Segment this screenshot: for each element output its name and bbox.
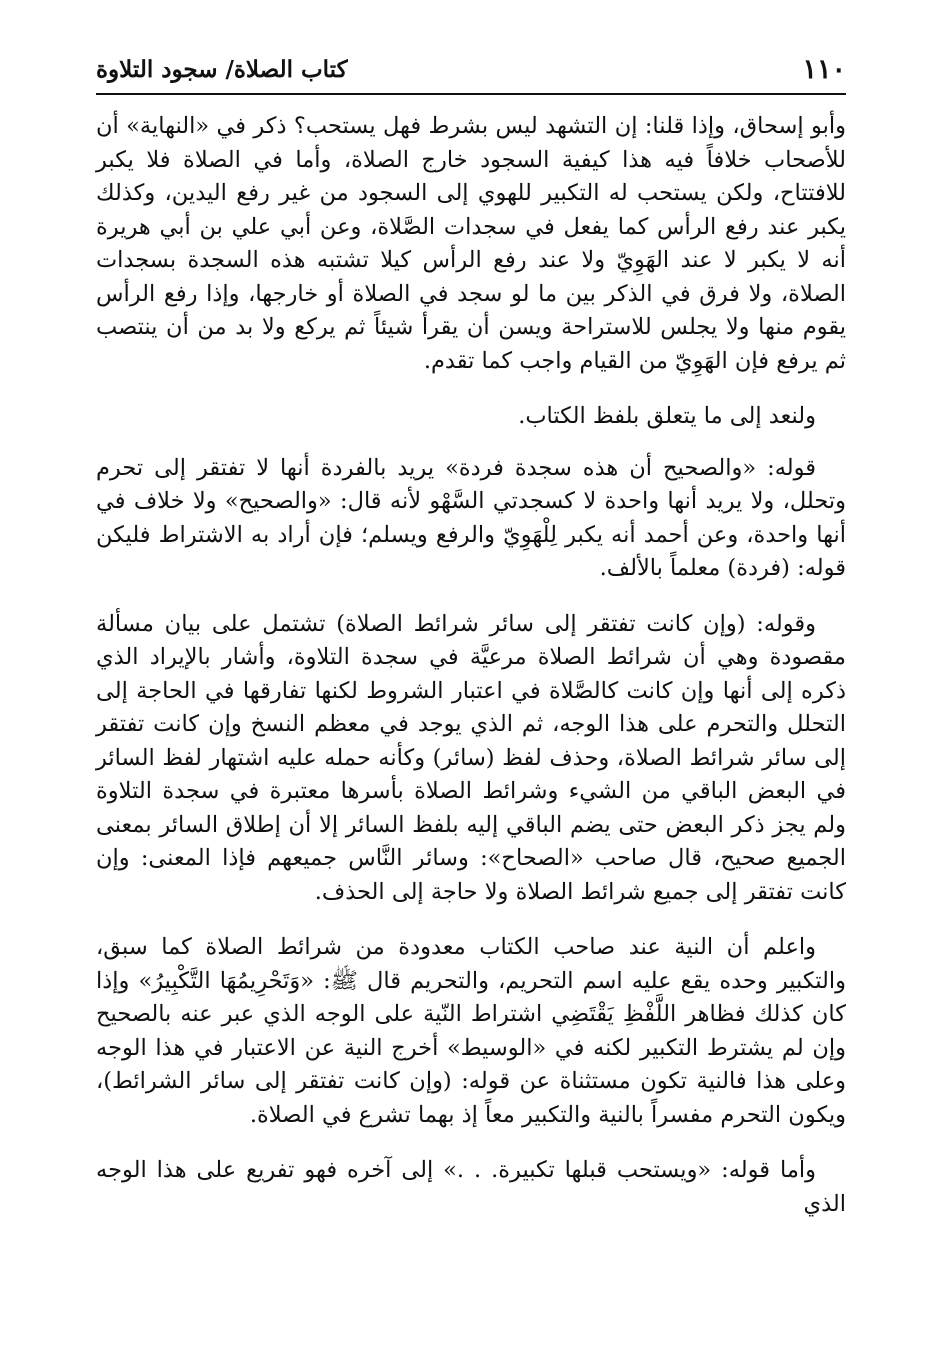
paragraph-6: وأما قوله: «ويستحب قبلها تكبيرة. . .» إلى آخره فهو تفريع على هذا الوجه الذي [96,1157,846,1217]
body-text [96,110,846,1243]
running-title: كتاب الصلاة/ سجود التلاوة [96,56,348,83]
paragraph-3: قوله: «والصحيح أن هذه سجدة فردة» يريد بالفردة أنها لا تفتقر إلى تحرم وتحلل، ولا يريد أنها واحدة لا كسجدتي السَّهْو لأنه قال: «والصحيح» ولا خلاف في أنها واحدة، وعن أحمد أنه يكبر لِلْهَوِيّ والرفع ويسلم؛ فإن أراد به الاشتراط فليكن قوله: (فردة) معلماً بالألف. [96,454,846,581]
paragraph-1: وأبو إسحاق، وإذا قلنا: إن التشهد ليس بشرط فهل يستحب؟ ذكر في «النهاية» أن للأصحاب خلافاً فيه هذا كيفية السجود خارج الصلاة، وأما في الصلاة فلا يكبر للافتتاح، ولكن يستحب له التكبير للهوي إلى السجود من غير رفع اليدين، وكذلك يكبر عند رفع الرأس كما يفعل في سجدات الصَّلاة، وعن أبي علي بن أبي هريرة أنه لا يكبر لا عند الهَوِيّ ولا عند رفع الرأس كيلا تشتبه هذه السجدة بسجدات الصلاة، ولا فرق في الذكر بين ما لو سجد في الصلاة أو خارجها، وإذا رفع الرأس يقوم منها ولا يجلس للاستراحة ويسن أن يقرأ شيئاً ثم يركع ولا بد من أن ينتصب ثم يرفع فإن الهَوِيّ من القيام واجب كما تقدم. [96,113,846,374]
header-rule [96,93,846,95]
paragraph-2: ولنعد إلى ما يتعلق بلفظ الكتاب. [518,403,816,429]
page-header [96,50,846,90]
paragraph-5: واعلم أن النية عند صاحب الكتاب معدودة من شرائط الصلاة كما سبق، والتكبير وحده يقع عليه اسم التحريم، والتحريم قال ﷺ: «وَتَحْرِيمُهَا التَّكْبِيرُ» وإذا كان كذلك فظاهر اللَّفْظِ يَقْتَضِي اشتراط النّية على الوجه الذي عبر عنه بالصحيح وإن لم يشترط التكبير لكنه في «الوسيط» أخرج النية عن الاعتبار في هذا الوجه وعلى هذا فالنية تكون مستثناة عن قوله: (وإن كانت تفتقر إلى سائر الشرائط)، ويكون التحرم مفسراً بالنية والتكبير معاً إذ بهما تشرع في الصلاة. [96,934,846,1128]
paragraph-4: وقوله: (وإن كانت تفتقر إلى سائر شرائط الصلاة) تشتمل على بيان مسألة مقصودة وهي أن شرائط الصلاة مرعيَّة في سجدة التلاوة، وأشار بالإيراد الذي ذكره إلى أنها وإن كانت كالصَّلاة في اعتبار الشروط لكنها تفارقها في الحاجة إلى التحلل والتحرم على هذا الوجه، ثم الذي يوجد في معظم النسخ وإن كانت تفتقر إلى سائر شرائط الصلاة، وحذف لفظ (سائر) وكأنه حمله عليه اشتهار لفظ السائر في البعض الباقي من الشيء وشرائط الصلاة بأسرها معتبرة في سجدة التلاوة ولم يجز ذكر البعض حتى يضم الباقي إليه بلفظ السائر إلا أن إطلاق السائر بمعنى الجميع صحيح، قال صاحب «الصحاح»: وسائر النَّاس جميعهم فإذا المعنى: وإن كانت تفتقر إلى جميع شرائط الصلاة ولا حاجة إلى الحذف. [96,610,846,905]
page-number: ١١٠ [802,54,846,85]
